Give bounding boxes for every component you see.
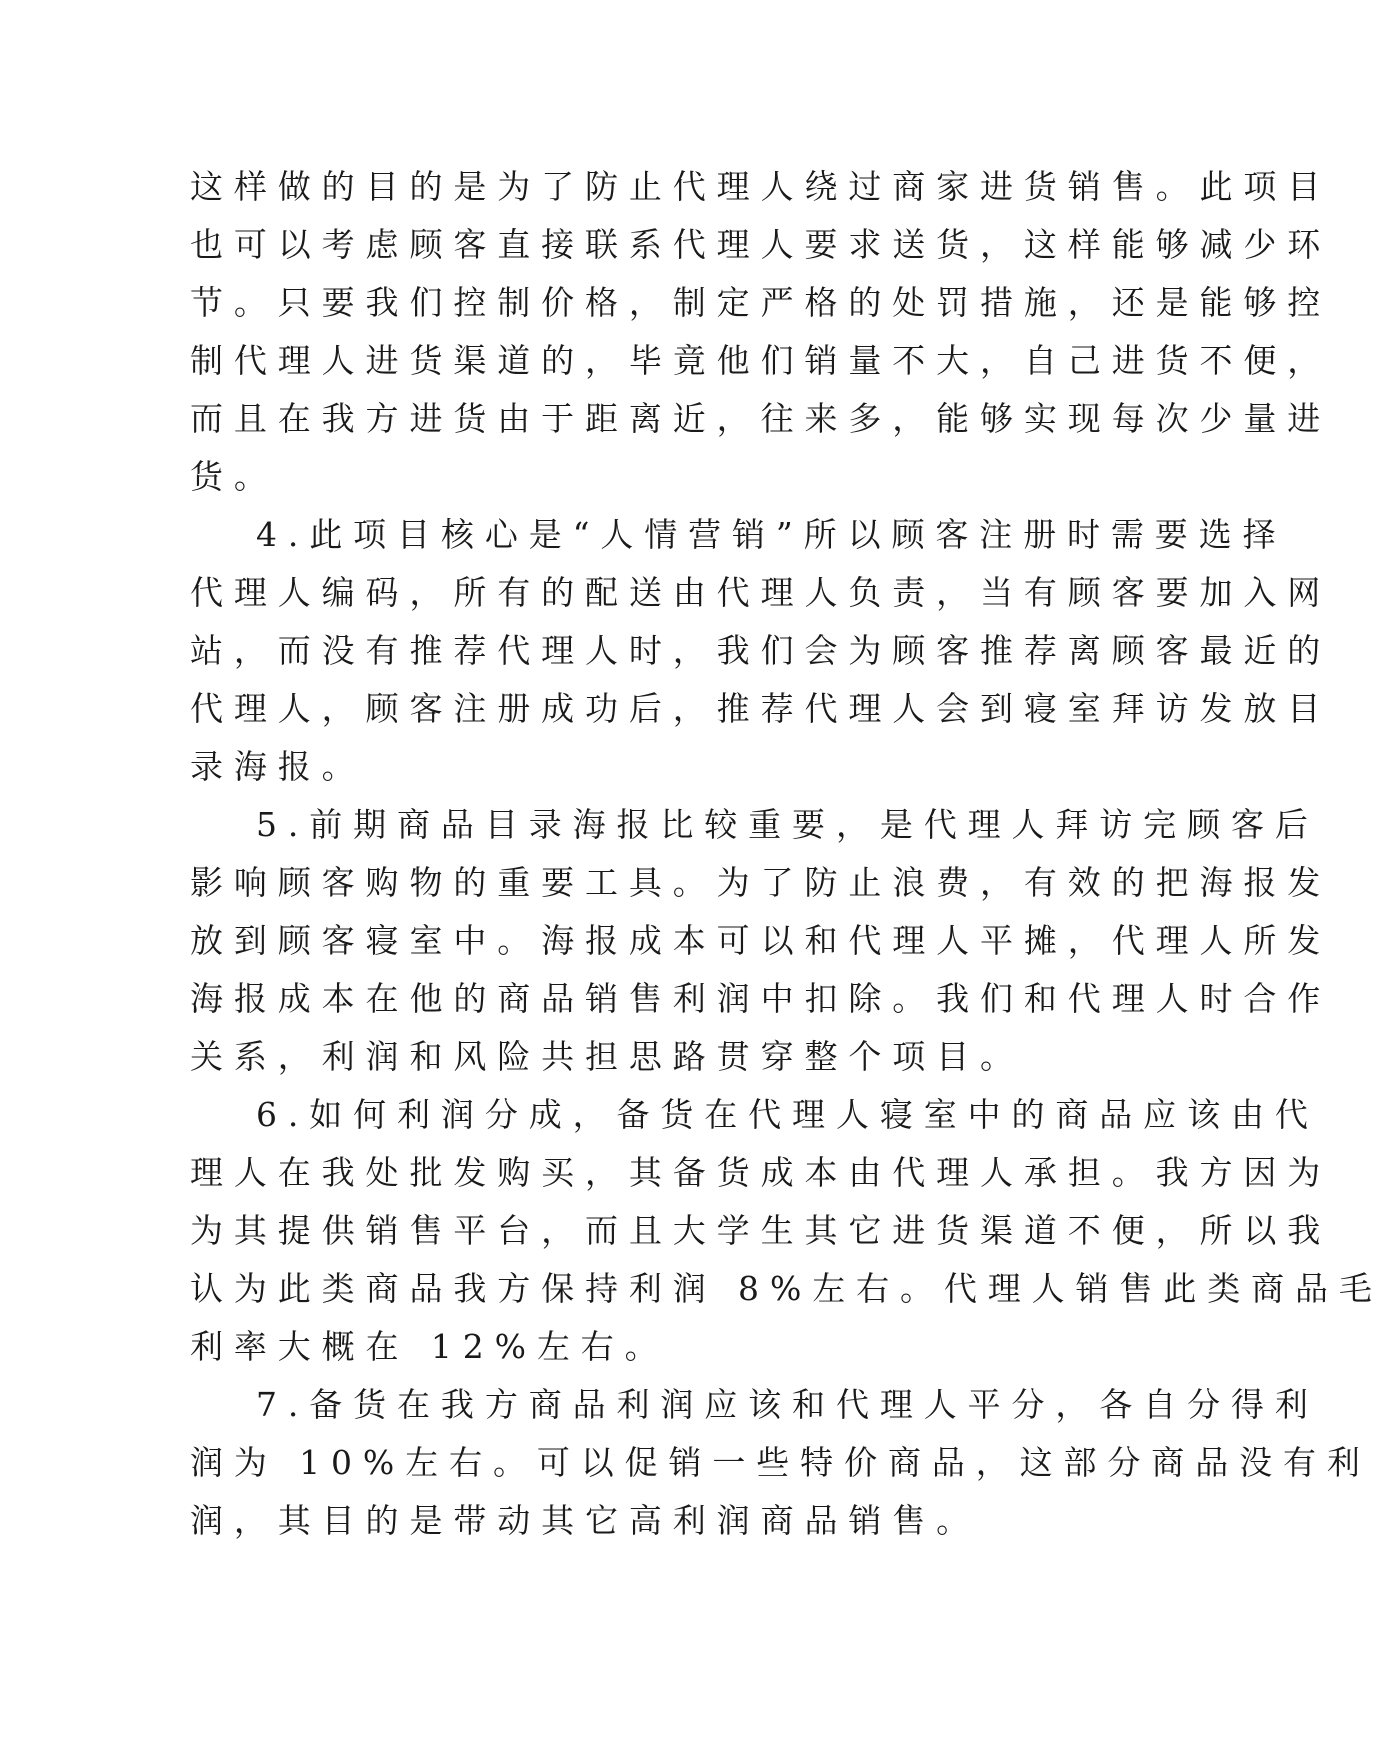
text-line: 放到顾客寝室中。海报成本可以和代理人平摊，代理人所发 — [190, 921, 1332, 960]
body-text — [190, 158, 1383, 1550]
text-line: 节。只要我们控制价格，制定严格的处罚措施，还是能够控 — [190, 283, 1332, 322]
text-line: 润，其目的是带动其它高利润商品销售。 — [190, 1501, 981, 1540]
paragraph-start-line: 5.前期商品目录海报比较重要，是代理人拜访完顾客后 — [256, 805, 1319, 844]
text-line: 润为 10%左右。可以促销一些特价商品，这部分商品没有利 — [190, 1443, 1371, 1482]
text-line: 而且在我方进货由于距离近，往来多，能够实现每次少量进 — [190, 399, 1332, 438]
text-line: 影响顾客购物的重要工具。为了防止浪费，有效的把海报发 — [190, 863, 1332, 902]
text-line: 理人在我处批发购买，其备货成本由代理人承担。我方因为 — [190, 1153, 1332, 1192]
text-line: 这样做的目的是为了防止代理人绕过商家进货销售。此项目 — [190, 167, 1332, 206]
text-line: 认为此类商品我方保持利润 8%左右。代理人销售此类商品毛 — [190, 1269, 1383, 1308]
text-line: 关系，利润和风险共担思路贯穿整个项目。 — [190, 1037, 1024, 1076]
text-line: 利率大概在 12%左右。 — [190, 1327, 669, 1366]
paragraph-start-line: 6.如何利润分成，备货在代理人寝室中的商品应该由代 — [256, 1095, 1319, 1134]
text-line: 代理人编码，所有的配送由代理人负责，当有顾客要加入网 — [190, 573, 1332, 612]
text-line: 录海报。 — [190, 747, 366, 786]
text-line: 代理人，顾客注册成功后，推荐代理人会到寝室拜访发放目 — [190, 689, 1332, 728]
text-line: 也可以考虑顾客直接联系代理人要求送货，这样能够减少环 — [190, 225, 1332, 264]
text-line: 为其提供销售平台，而且大学生其它进货渠道不便，所以我 — [190, 1211, 1332, 1250]
text-line: 站，而没有推荐代理人时，我们会为顾客推荐离顾客最近的 — [190, 631, 1332, 670]
text-line: 海报成本在他的商品销售利润中扣除。我们和代理人时合作 — [190, 979, 1332, 1018]
paragraph-start-line: 4.此项目核心是“人情营销”所以顾客注册时需要选择 — [256, 515, 1287, 554]
text-line: 货。 — [190, 457, 278, 496]
paragraph-start-line: 7.备货在我方商品利润应该和代理人平分，各自分得利 — [256, 1385, 1319, 1424]
text-line: 制代理人进货渠道的，毕竟他们销量不大，自己进货不便， — [190, 341, 1332, 380]
